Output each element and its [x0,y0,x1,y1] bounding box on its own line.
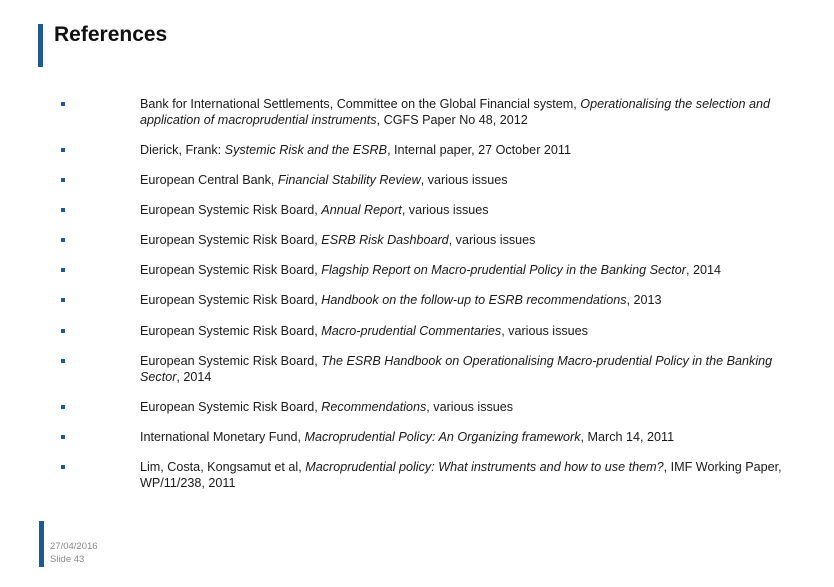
reference-text [140,400,805,416]
reference-prefix: European Central Bank, [140,173,278,187]
bullet-icon [61,178,65,182]
reference-suffix: , IMF Working Paper, WP/11/238, 2011 [140,460,782,490]
reference-title: Annual Report [321,203,402,217]
bullet-icon [61,268,65,272]
reference-title: Financial Stability Review [277,173,421,187]
reference-suffix: , various issues [401,203,489,217]
reference-prefix: Bank for International Settlements, Committee on the Global Financial system, [140,97,581,111]
bullet-icon [61,238,65,242]
reference-suffix: , various issues [448,233,536,247]
reference-text [140,97,805,128]
reference-text [140,263,805,279]
bullet-icon [61,405,65,409]
reference-suffix: , 2013 [626,293,662,307]
footer-date: 27/04/2016 [50,541,98,552]
reference-suffix: , CGFS Paper No 48, 2012 [376,112,528,127]
reference-suffix: , 2014 [176,369,212,384]
reference-title: Macroprudential Policy: An Organizing framework [304,430,581,444]
reference-prefix: Dierick, Frank: [140,143,225,157]
reference-title: ESRB Risk Dashboard [321,233,449,247]
footer-accent-bar [39,521,44,567]
reference-prefix: European Systemic Risk Board, [140,354,322,368]
bullet-icon [61,102,65,106]
reference-prefix: European Systemic Risk Board, [140,400,322,414]
bullet-icon [61,329,65,333]
slide-number: Slide 43 [50,554,85,565]
reference-text [140,460,805,491]
title-accent-bar [38,24,43,67]
reference-text [140,354,805,385]
reference-title: Systemic Risk and the ESRB [224,143,388,157]
reference-prefix: European Systemic Risk Board, [140,293,322,307]
page-title: References [54,23,168,46]
reference-title: Handbook on the follow-up to ESRB recommendations [321,293,627,307]
reference-text [140,143,805,159]
reference-suffix: , various issues [501,324,588,338]
reference-prefix: International Monetary Fund, [140,430,305,444]
reference-title: Recommendations [321,400,427,414]
bullet-icon [61,359,65,363]
reference-text [140,203,805,219]
reference-title: Flagship Report on Macro-prudential Policy in the Banking Sector [321,263,687,277]
reference-prefix: European Systemic Risk Board, [140,263,322,277]
reference-title: Macroprudential policy: What instruments and how to use them? [305,460,664,474]
reference-text [140,430,805,446]
reference-text [140,293,805,309]
reference-prefix: European Systemic Risk Board, [140,233,322,247]
reference-title: The ESRB Handbook on Operationalising Macro-prudential Policy in the Banking Sector [140,354,773,384]
bullet-icon [61,208,65,212]
reference-suffix: , various issues [426,400,514,414]
reference-suffix: , various issues [420,173,508,187]
reference-text [140,324,805,340]
reference-prefix: European Systemic Risk Board, [140,203,322,217]
reference-title: Operationalising the selection and application of macroprudential instruments [140,97,771,127]
reference-suffix: , 2014 [686,263,722,277]
reference-title: Macro-prudential Commentaries [321,324,502,338]
reference-text [140,233,805,249]
bullet-icon [61,148,65,152]
reference-suffix: , Internal paper, 27 October 2011 [387,143,571,157]
reference-prefix: Lim, Costa, Kongsamut et al, [140,460,306,474]
reference-prefix: European Systemic Risk Board, [140,324,322,338]
bullet-icon [61,435,65,439]
bullet-icon [61,465,65,469]
reference-suffix: , March 14, 2011 [580,430,675,444]
reference-text [140,173,805,189]
bullet-icon [61,298,65,302]
